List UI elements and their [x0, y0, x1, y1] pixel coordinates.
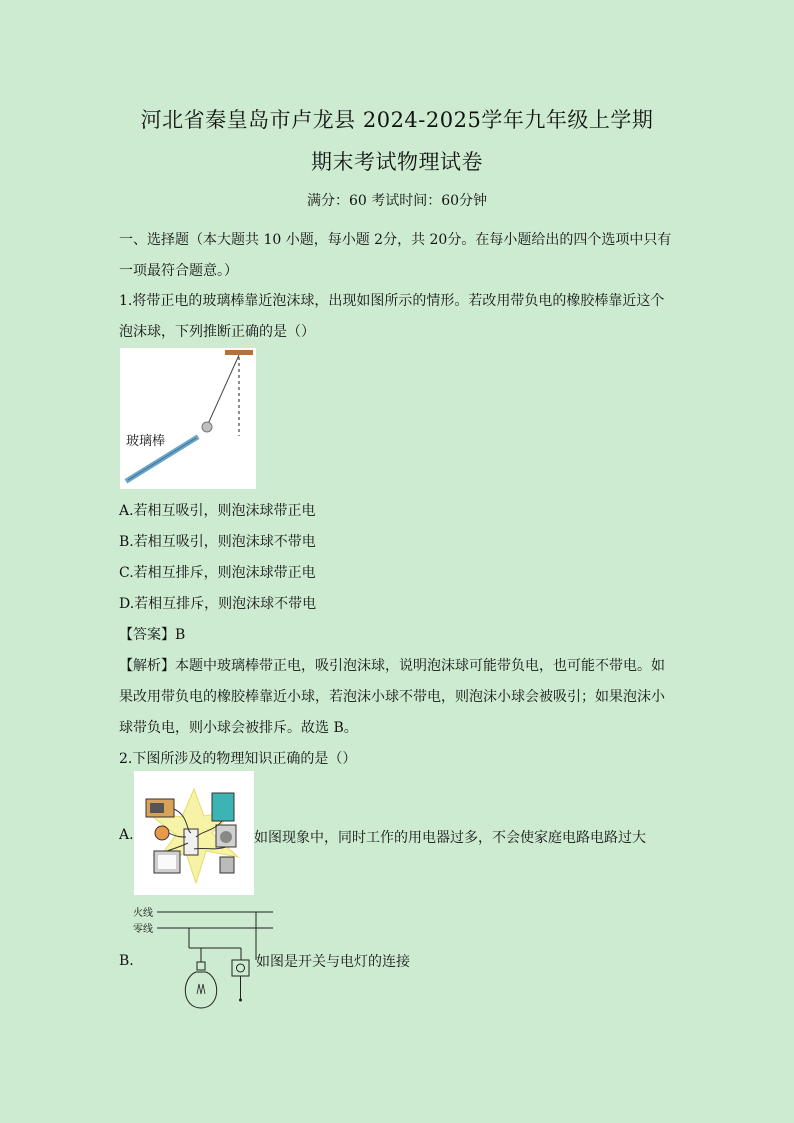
- foam-ball: [202, 422, 212, 432]
- glass-rod-label: 玻璃棒: [126, 434, 166, 449]
- q2-option-b-figure: [133, 904, 273, 1014]
- q2-option-a-label: A.: [119, 827, 134, 843]
- thread: [208, 355, 239, 424]
- q1-option-c: C.若相互排斥，则泡沫球带正电: [119, 565, 316, 581]
- light-bulb: [185, 972, 216, 1008]
- switch-box: [232, 960, 249, 976]
- q1-stem-line-1: 1.将带正电的玻璃棒靠近泡沫球，出现如图所示的情形。若改用带负电的橡胶棒靠近这个: [119, 293, 665, 309]
- q2-option-b-label: B.: [119, 953, 134, 969]
- q1-analysis-line-2: 果改用带负电的橡胶棒靠近小球，若泡沫小球不带电，则泡沫小球会被吸引；如果泡沫小: [119, 689, 665, 705]
- bulb-filament: [197, 984, 205, 994]
- live-wire-label: 火线: [133, 908, 153, 919]
- support-bar: [225, 350, 253, 355]
- q2-stem: 2.下图所涉及的物理知识正确的是（）: [119, 751, 357, 767]
- section-heading-line-2: 一项最符合题意。）: [119, 263, 238, 279]
- q1-option-a: A.若相互吸引，则泡沫球带正电: [119, 503, 316, 519]
- kettle: [220, 857, 234, 873]
- q2-option-a-text: 如图现象中，同时工作的用电器过多，不会使家庭电路电路过大: [254, 830, 646, 846]
- q1-analysis-line-1: 【解析】本题中玻璃棒带正电，吸引泡沫球，说明泡沫球可能带负电，也可能不带电。如: [119, 658, 665, 674]
- q2-option-a-figure: [134, 771, 254, 895]
- refrigerator: [212, 793, 234, 821]
- section-heading-line-1: 一、选择题（本大题共 10 小题，每小题 2分，共 20分。在每小题给出的四个选项中只有: [119, 232, 672, 248]
- lamp-socket: [197, 962, 205, 970]
- overloaded-socket-illustration: [134, 771, 254, 895]
- pendulum-illustration: [120, 348, 256, 489]
- q1-analysis-line-3: 球带负电，则小球会被排斥。故选 B。: [119, 720, 358, 736]
- title-line-1: 河北省秦皇岛市卢龙县 2024-2025学年九年级上学期: [140, 108, 654, 132]
- q1-stem-line-2: 泡沫球，下列推断正确的是（）: [119, 324, 315, 340]
- q2-option-b-text: 如图是开关与电灯的连接: [256, 954, 410, 970]
- title-line-2: 期末考试物理试卷: [311, 150, 483, 174]
- iron: [155, 826, 169, 840]
- switch: [237, 964, 245, 972]
- q1-answer: 【答案】B: [119, 627, 186, 643]
- q1-figure: [120, 348, 256, 489]
- q1-option-b: B.若相互吸引，则泡沫球不带电: [119, 534, 316, 550]
- neutral-wire-label: 零线: [133, 924, 153, 935]
- exam-info: 满分：60 考试时间：60分钟: [306, 193, 488, 209]
- q1-option-d: D.若相互排斥，则泡沫球不带电: [119, 596, 317, 612]
- circuit-diagram: [133, 904, 273, 1014]
